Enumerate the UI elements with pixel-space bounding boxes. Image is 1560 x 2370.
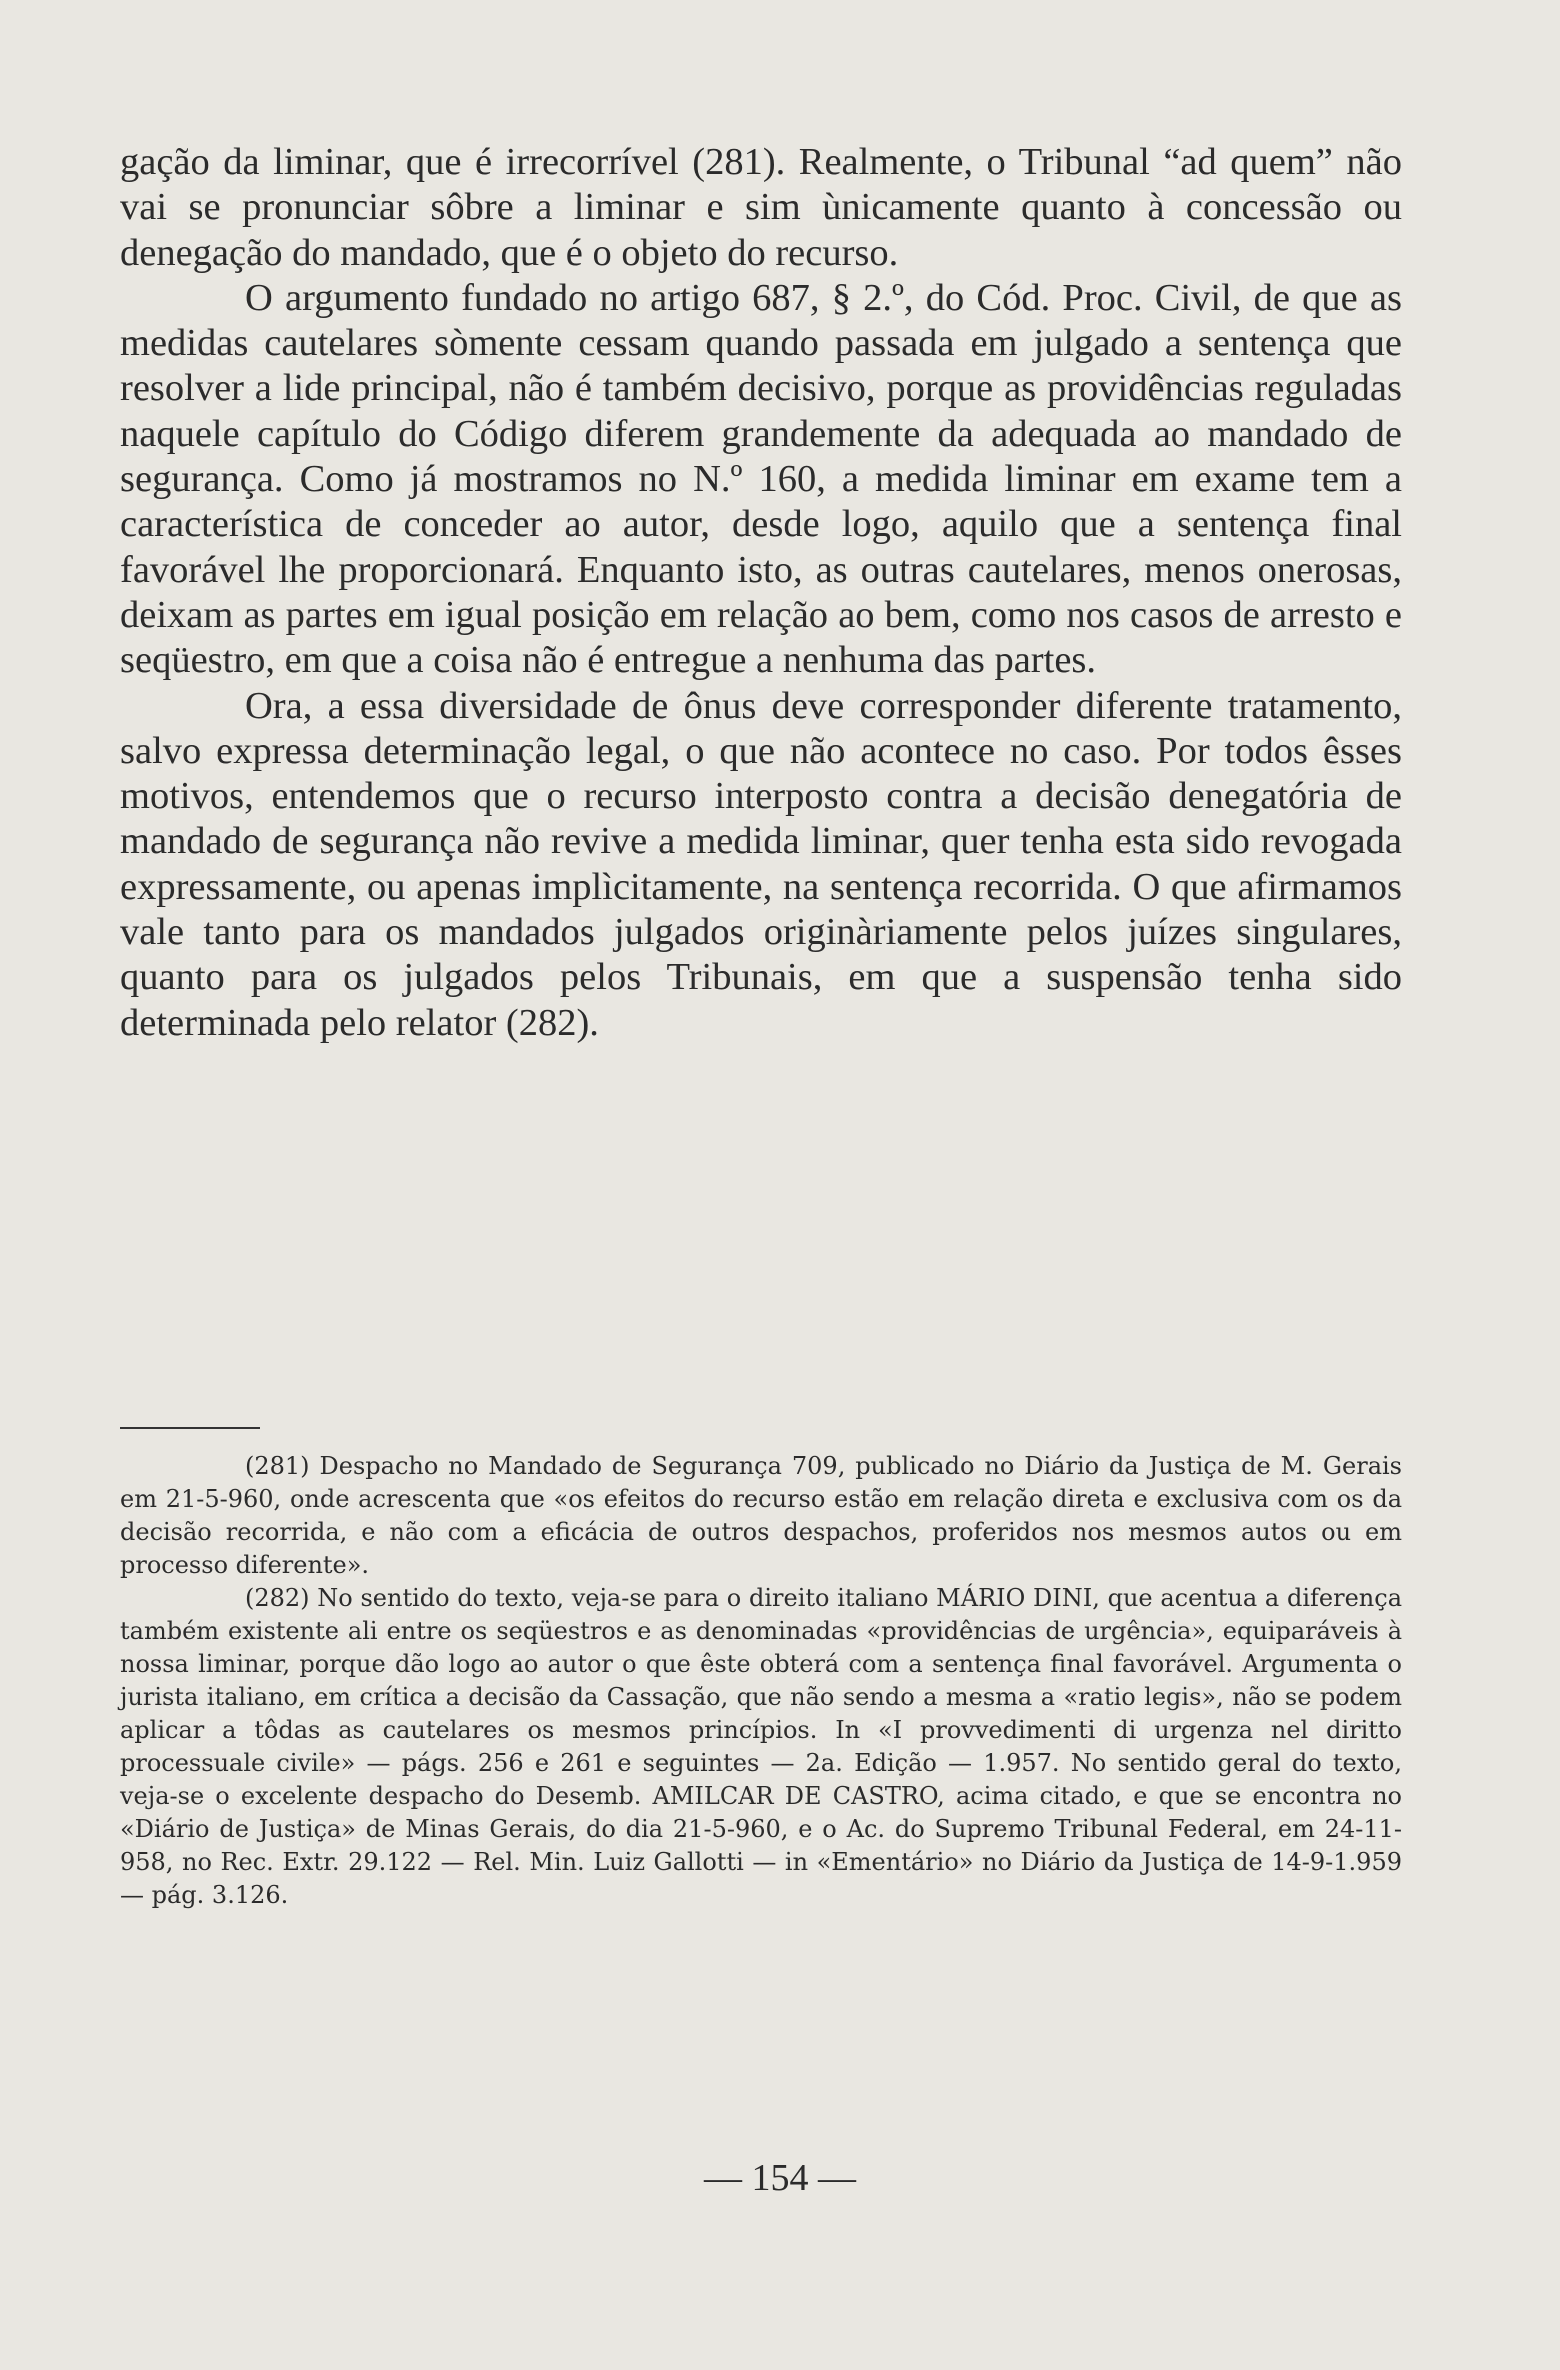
- main-text: [120, 140, 1402, 1046]
- footnote-separator: [120, 1427, 260, 1429]
- paragraph-2: O argumento fundado no artigo 687, § 2.º, do Cód. Proc. Civil, de que as medidas cautelares sòmente cessam quando passada em julgado a sentença que resolver a lide principal, não é também decisivo, porque as providências reguladas naquele capítulo do Código diferem grandemente da adequada ao mandado de segurança. Como já mostramos no N.º 160, a medida liminar em exame tem a característica de conceder ao autor, desde logo, aquilo que a sentença final favorável lhe proporcionará. Enquanto isto, as outras cautelares, menos onerosas, deixam as partes em igual posição em relação ao bem, como nos casos de arresto e seqüestro, em que a coisa não é entregue a nenhuma das partes.: [120, 276, 1402, 682]
- paragraph-1: gação da liminar, que é irrecorrível (281). Realmente, o Tribunal “ad quem” não vai se pronunciar sôbre a liminar e sim ùnicamente quanto à concessão ou denegação do mandado, que é o objeto do recurso.: [120, 141, 1402, 274]
- footnote-282: (282) No sentido do texto, veja-se para o direito italiano MÁRIO DINI, que acentua a diferença também existente ali entre os seqüestros e as denominadas «providências de urgência», equiparáveis à nossa liminar, porque dão logo ao autor o que êste obterá com a sentença final favorável. Argumenta o jurista italiano, em crítica a decisão da Cassação, que não sendo a mesma a «ratio legis», não se podem aplicar a tôdas as cautelares os mesmos princípios. In «I provvedimenti di urgenza nel diritto processuale civile» — págs. 256 e 261 e seguintes — 2a. Edição — 1.957. No sentido geral do texto, veja-se o excelente despacho do Desemb. AMILCAR DE CASTRO, acima citado, e que se encontra no «Diário de Justiça» de Minas Gerais, do dia 21-5-960, e o Ac. do Supremo Tribunal Federal, em 24-11-958, no Rec. Extr. 29.122 — Rel. Min. Luiz Gallotti — in «Ementário» no Diário da Justiça de 14-9-1.959 — pág. 3.126.: [120, 1584, 1402, 1909]
- footnotes: [120, 1450, 1402, 1912]
- paragraph-3: Ora, a essa diversidade de ônus deve corresponder diferente tratamento, salvo expressa determinação legal, o que não acontece no caso. Por todos êsses motivos, entendemos que o recurso interposto contra a decisão denegatória de mandado de segurança não revive a medida liminar, quer tenha esta sido revogada expressamente, ou apenas implìcitamente, na sentença recorrida. O que afirmamos vale tanto para os mandados julgados originàriamente pelos juízes singulares, quanto para os julgados pelos Tribunais, em que a suspensão tenha sido determinada pelo relator (282).: [120, 684, 1402, 1044]
- page-number: — 154 —: [704, 2157, 856, 2199]
- footnote-281: (281) Despacho no Mandado de Segurança 709, publicado no Diário da Justiça de M. Gerais em 21-5-960, onde acrescenta que «os efeitos do recurso estão em relação direta e exclusiva com os da decisão recorrida, e não com a eficácia de outros despachos, proferidos nos mesmos autos ou em processo diferente».: [120, 1452, 1402, 1579]
